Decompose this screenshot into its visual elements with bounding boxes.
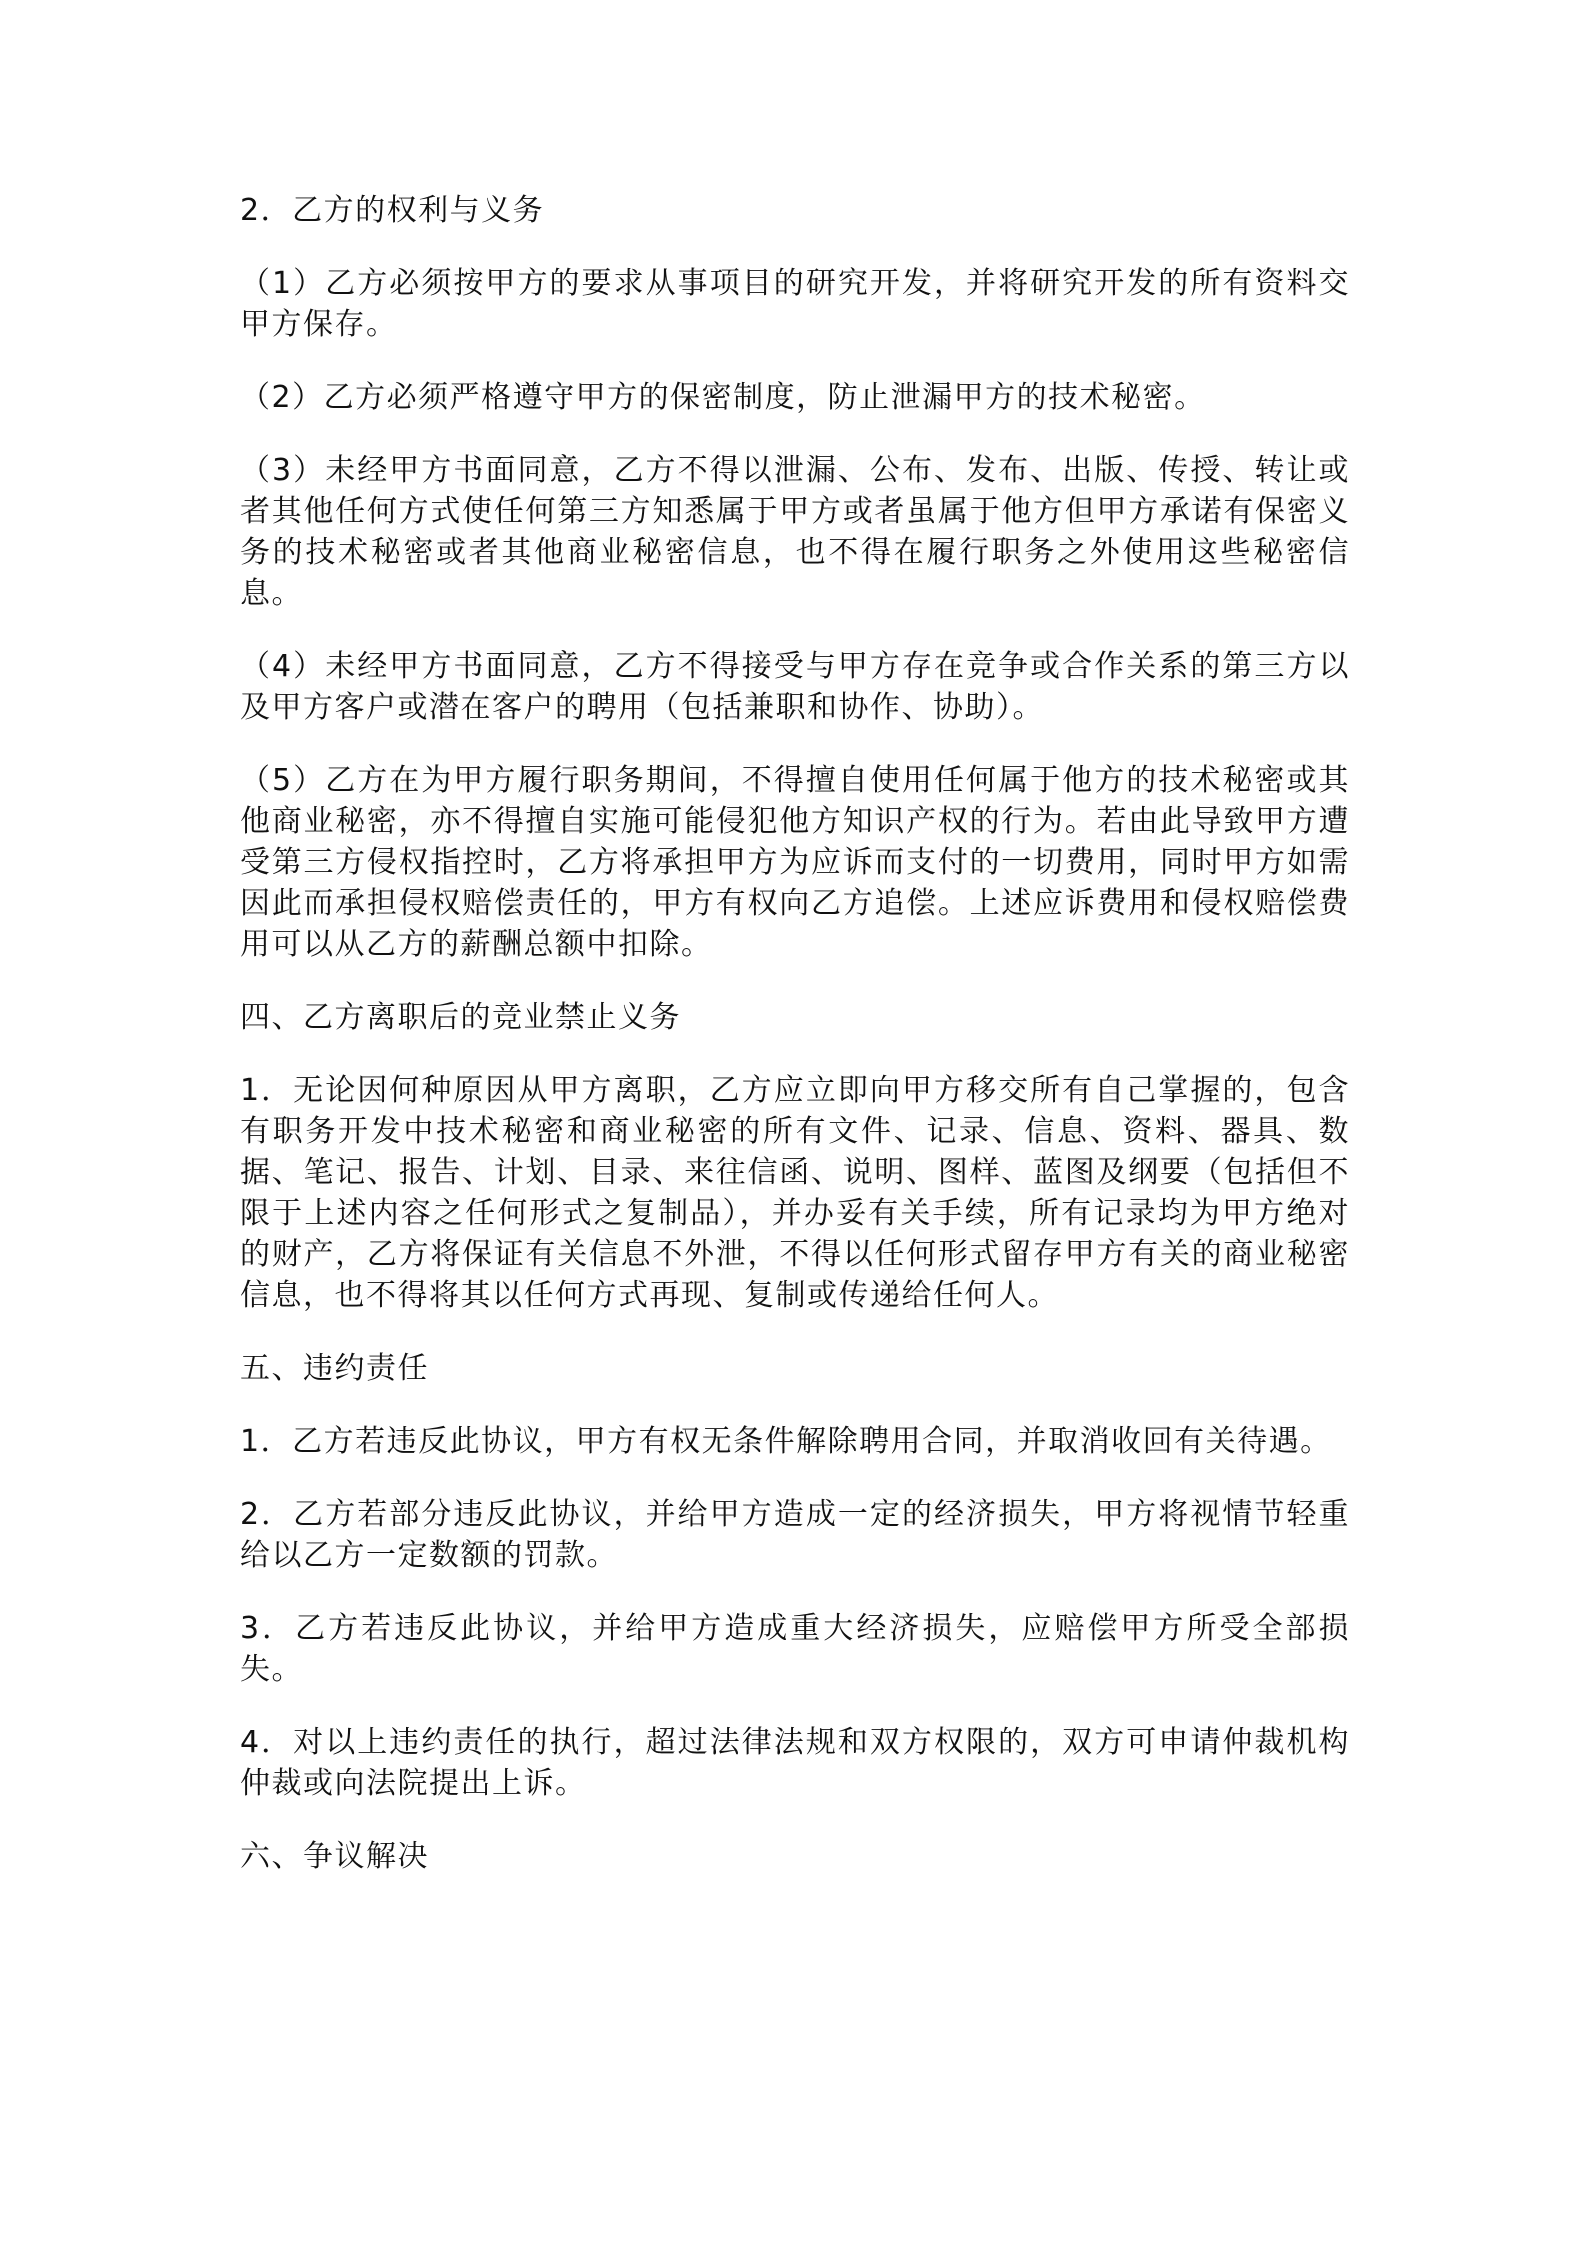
clause-paragraph: 1．乙方若违反此协议，甲方有权无条件解除聘用合同，并取消收回有关待遇。 — [240, 1424, 1332, 1459]
clause-paragraph: （5）乙方在为甲方履行职务期间，不得擅自使用任何属于他方的技术秘密或其他商业秘密，亦不得擅自实施可能侵犯他方知识产权的行为。若由此导致甲方遭受第三方侵权指控时，乙方将承担甲方为应诉而支付的一切费用，同时甲方如需因此而承担侵权赔偿责任的，甲方有权向乙方追偿。上述应诉费用和侵权赔偿费用可以从乙方的薪酬总额中扣除。 — [240, 763, 1350, 962]
section-heading-party-b-rights: 2．乙方的权利与义务 — [240, 193, 545, 228]
clause-paragraph: （4）未经甲方书面同意，乙方不得接受与甲方存在竞争或合作关系的第三方以及甲方客户或潜在客户的聘用（包括兼职和协作、协助）。 — [240, 649, 1350, 725]
clause-paragraph: 1．无论因何种原因从甲方离职，乙方应立即向甲方移交所有自己掌握的，包含有职务开发中技术秘密和商业秘密的所有文件、记录、信息、资料、器具、数据、笔记、报告、计划、目录、来往信函、说明、图样、蓝图及纲要（包括但不限于上述内容之任何形式之复制品），并办妥有关手续，所有记录均为甲方绝对的财产，乙方将保证有关信息不外泄，不得以任何形式留存甲方有关的商业秘密信息，也不得将其以任何方式再现、复制或传递给任何人。 — [240, 1073, 1350, 1313]
clause-paragraph: 2．乙方若部分违反此协议，并给甲方造成一定的经济损失，甲方将视情节轻重给以乙方一定数额的罚款。 — [240, 1497, 1350, 1573]
clause-paragraph: （3）未经甲方书面同意，乙方不得以泄漏、公布、发布、出版、传授、转让或者其他任何方式使任何第三方知悉属于甲方或者虽属于他方但甲方承诺有保密义务的技术秘密或者其他商业秘密信息，也不得在履行职务之外使用这些秘密信息。 — [240, 453, 1350, 611]
section-heading-liability: 五、违约责任 — [240, 1351, 429, 1386]
clause-paragraph: 3．乙方若违反此协议，并给甲方造成重大经济损失，应赔偿甲方所受全部损失。 — [240, 1611, 1350, 1687]
section-heading-non-compete: 四、乙方离职后的竞业禁止义务 — [240, 1000, 681, 1035]
section-heading-dispute: 六、争议解决 — [240, 1839, 429, 1874]
clause-paragraph: （2）乙方必须严格遵守甲方的保密制度，防止泄漏甲方的技术秘密。 — [240, 380, 1206, 415]
clause-paragraph: 4．对以上违约责任的执行，超过法律法规和双方权限的，双方可申请仲裁机构仲裁或向法院提出上诉。 — [240, 1725, 1350, 1801]
clause-paragraph: （1）乙方必须按甲方的要求从事项目的研究开发，并将研究开发的所有资料交甲方保存。 — [240, 266, 1350, 342]
document-body — [240, 190, 1350, 1909]
